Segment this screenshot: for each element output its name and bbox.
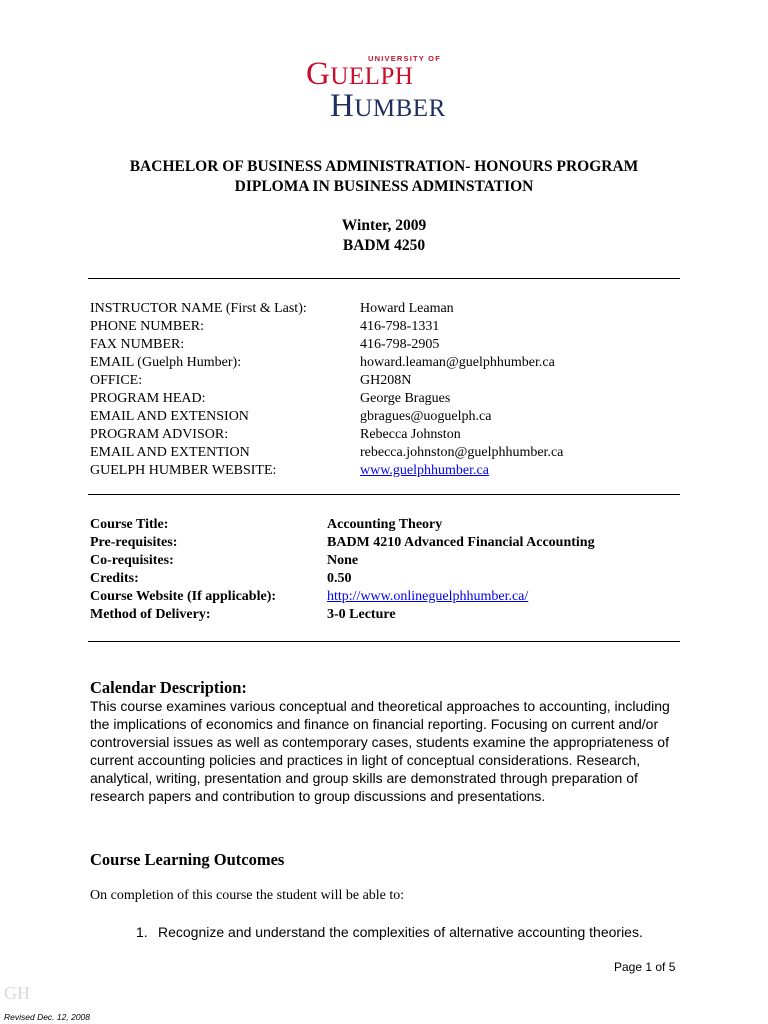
contact-value: GH208N [360,373,412,388]
contact-label: PHONE NUMBER: [90,319,204,334]
university-logo [300,54,470,126]
logo-university-of: UNIVERSITY OF [368,54,441,63]
divider [88,278,680,279]
watermark-logo: GH [4,983,30,1003]
contact-value: George Bragues [360,391,451,406]
contact-label: INSTRUCTOR NAME (First & Last): [90,301,307,316]
contact-value: 416-798-2905 [360,337,440,352]
contact-label: EMAIL AND EXTENSION [90,409,249,424]
course-label: Credits: [90,571,139,586]
contact-value: howard.leaman@guelphhumber.ca [360,355,555,370]
course-value: BADM 4210 Advanced Financial Accounting [327,535,595,550]
revision-date: Revised Dec. 12, 2008 [4,1012,90,1022]
course-label: Pre-requisites: [90,535,178,550]
course-value: Accounting Theory [327,517,443,532]
course-label: Method of Delivery: [90,607,211,622]
course-website-link[interactable]: http://www.onlineguelphhumber.ca/ [327,589,529,604]
course-value: 3-0 Lecture [327,607,396,622]
course-label: Co-requisites: [90,553,174,568]
contact-label: PROGRAM ADVISOR: [90,427,229,442]
course-code: BADM 4250 [342,237,426,254]
contact-value: Rebecca Johnston [360,427,461,442]
contact-label: GUELPH HUMBER WEBSITE: [90,463,277,478]
contact-value: Howard Leaman [360,301,454,316]
calendar-description-text: This course examines various conceptual and theoretical approaches to accounting, including the implications of economics and finance on financial reporting. Focusing on current and/or controversial issues as well as contemporary cases, students examine the appropriateness of current accounting policies and practices in light of conceptual considerations. Research, analytical, writing, presentation and group skills are demonstrated through preparation of research papers and contribution to group discussions and presentations. [90,698,670,804]
contact-label: FAX NUMBER: [90,337,185,352]
course-value: None [327,553,359,568]
contact-value: 416-798-1331 [360,319,440,334]
divider [88,494,680,495]
program-title: BACHELOR OF BUSINESS ADMINISTRATION- HONOURS PROGRAM [129,158,639,175]
learning-outcomes-heading: Course Learning Outcomes [90,850,285,869]
contact-label: EMAIL (Guelph Humber): [90,355,242,370]
logo-guelph: GUELPH [306,56,414,92]
website-link[interactable]: www.guelphhumber.ca [360,463,489,478]
diploma-title: DIPLOMA IN BUSINESS ADMINSTATION [234,178,534,195]
term: Winter, 2009 [341,217,427,234]
contact-value: gbragues@uoguelph.ca [360,409,492,424]
course-value: 0.50 [327,571,352,586]
contact-label: OFFICE: [90,373,143,388]
course-label: Course Website (If applicable): [90,589,277,604]
page-number: Page 1 of 5 [614,960,676,974]
divider [88,641,680,642]
list-item-number: 1. [136,924,148,940]
contact-label: EMAIL AND EXTENTION [90,445,250,460]
learning-outcomes-intro: On completion of this course the student will be able to: [90,888,405,903]
list-item-text: Recognize and understand the complexities of alternative accounting theories. [158,924,643,940]
contact-value: rebecca.johnston@guelphhumber.ca [360,445,564,460]
logo-humber: HUMBER [330,88,446,124]
calendar-description-heading: Calendar Description: [90,678,247,697]
course-label: Course Title: [90,517,169,532]
list-item [136,923,656,941]
contact-label: PROGRAM HEAD: [90,391,206,406]
